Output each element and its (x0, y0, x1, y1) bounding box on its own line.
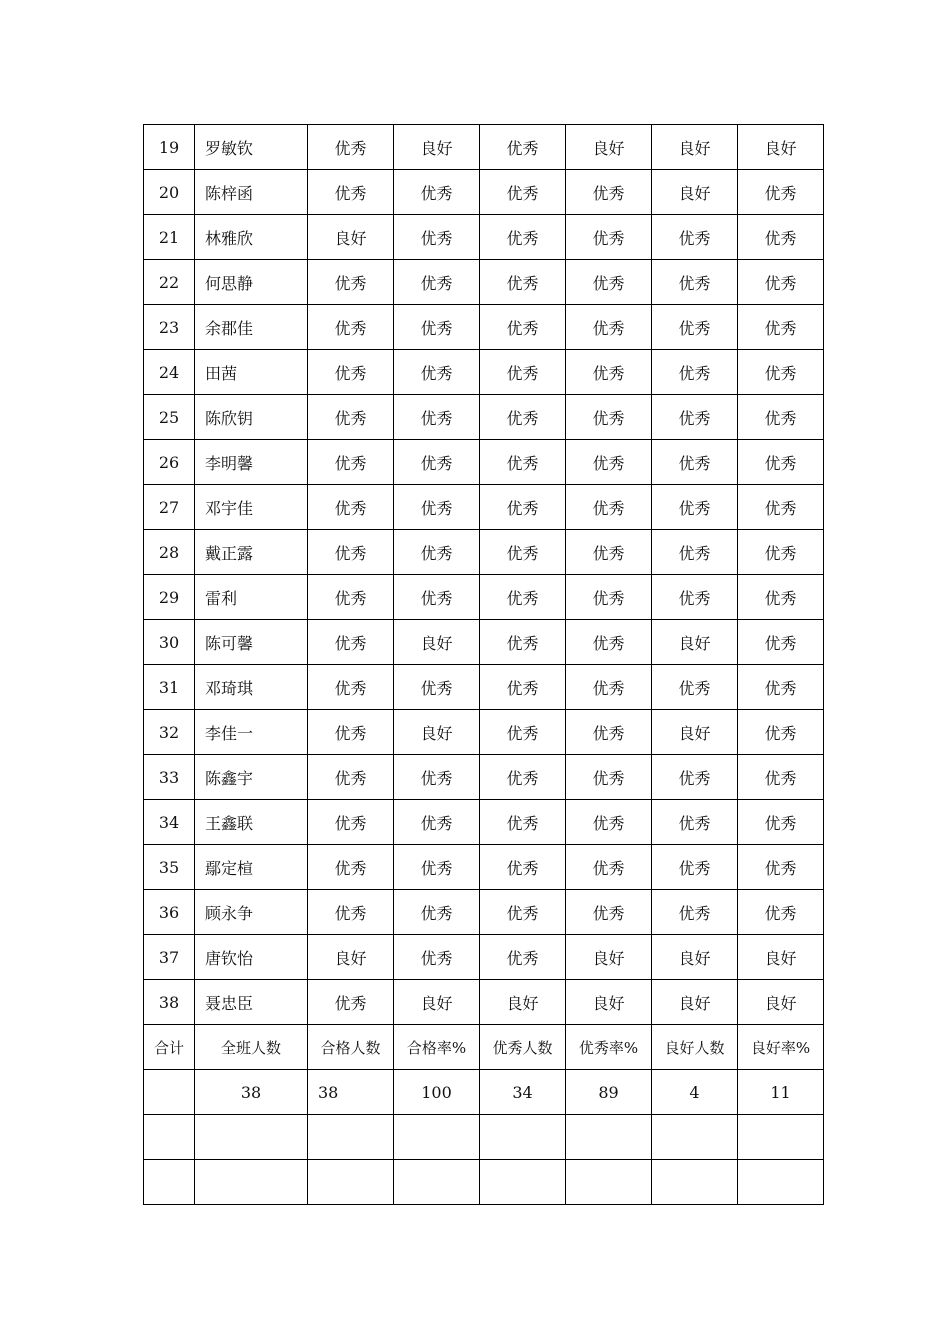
student-number: 28 (144, 530, 195, 575)
grade-cell: 优秀 (480, 485, 566, 530)
table-row (144, 890, 824, 935)
grade-cell: 优秀 (652, 485, 738, 530)
grade-cell: 优秀 (480, 890, 566, 935)
student-number: 35 (144, 845, 195, 890)
grade-cell: 良好 (652, 125, 738, 170)
table-row (144, 440, 824, 485)
blank-cell (394, 1160, 480, 1205)
student-number: 36 (144, 890, 195, 935)
grade-cell: 良好 (652, 620, 738, 665)
student-number: 33 (144, 755, 195, 800)
grade-cell: 优秀 (480, 935, 566, 980)
summary-empty-cell (144, 1070, 195, 1115)
grade-cell: 优秀 (566, 305, 652, 350)
grade-cell: 优秀 (480, 125, 566, 170)
grade-cell: 优秀 (738, 575, 824, 620)
summary-values-row (144, 1070, 824, 1115)
student-name: 陈欣钥 (195, 395, 308, 440)
student-name: 田茜 (195, 350, 308, 395)
grade-cell: 优秀 (738, 485, 824, 530)
table-row (144, 530, 824, 575)
grade-cell: 优秀 (652, 350, 738, 395)
grade-cell: 优秀 (652, 575, 738, 620)
grade-cell: 优秀 (738, 845, 824, 890)
grade-cell: 良好 (394, 125, 480, 170)
blank-cell (394, 1115, 480, 1160)
grade-cell: 良好 (308, 935, 394, 980)
grade-cell: 优秀 (308, 440, 394, 485)
grade-cell: 优秀 (480, 260, 566, 305)
student-name: 戴正露 (195, 530, 308, 575)
grade-cell: 良好 (652, 170, 738, 215)
value-pass-rate: 100 (394, 1070, 480, 1115)
table-row (144, 215, 824, 260)
table-row (144, 980, 824, 1025)
blank-cell (308, 1115, 394, 1160)
student-number: 19 (144, 125, 195, 170)
grade-cell: 优秀 (308, 260, 394, 305)
table-row (144, 620, 824, 665)
header-good-rate: 良好率% (738, 1025, 824, 1070)
student-name: 陈可馨 (195, 620, 308, 665)
grade-cell: 优秀 (394, 755, 480, 800)
table-row (144, 575, 824, 620)
grade-cell: 良好 (738, 935, 824, 980)
grade-cell: 优秀 (652, 665, 738, 710)
student-name: 雷利 (195, 575, 308, 620)
grade-cell: 优秀 (738, 350, 824, 395)
grade-cell: 优秀 (652, 215, 738, 260)
grade-cell: 优秀 (738, 755, 824, 800)
header-excellent-rate: 优秀率% (566, 1025, 652, 1070)
student-number: 30 (144, 620, 195, 665)
blank-cell (652, 1160, 738, 1205)
grade-cell: 良好 (652, 935, 738, 980)
table-row (144, 350, 824, 395)
student-number: 26 (144, 440, 195, 485)
grade-cell: 优秀 (652, 530, 738, 575)
student-name: 聂忠臣 (195, 980, 308, 1025)
student-number: 32 (144, 710, 195, 755)
grade-cell: 优秀 (394, 845, 480, 890)
table-row (144, 305, 824, 350)
blank-cell (195, 1160, 308, 1205)
grade-cell: 优秀 (308, 755, 394, 800)
grade-cell: 良好 (652, 980, 738, 1025)
grade-cell: 优秀 (566, 800, 652, 845)
grade-cell: 优秀 (566, 890, 652, 935)
grade-cell: 优秀 (738, 260, 824, 305)
student-number: 31 (144, 665, 195, 710)
student-number: 21 (144, 215, 195, 260)
table-row (144, 710, 824, 755)
grade-cell: 优秀 (652, 845, 738, 890)
grade-cell: 优秀 (480, 800, 566, 845)
grade-cell: 优秀 (394, 215, 480, 260)
grade-cell: 优秀 (308, 485, 394, 530)
grade-cell: 良好 (566, 935, 652, 980)
value-excellent-rate: 89 (566, 1070, 652, 1115)
grade-cell: 优秀 (480, 575, 566, 620)
grade-cell: 优秀 (652, 890, 738, 935)
table-row (144, 665, 824, 710)
grade-cell: 优秀 (394, 440, 480, 485)
table-row (144, 800, 824, 845)
student-number: 20 (144, 170, 195, 215)
student-rows (144, 125, 824, 1025)
blank-row (144, 1115, 824, 1160)
student-name: 顾永争 (195, 890, 308, 935)
summary-label: 合计 (144, 1025, 195, 1070)
grade-cell: 良好 (738, 980, 824, 1025)
grade-cell: 优秀 (394, 530, 480, 575)
grade-cell: 优秀 (308, 620, 394, 665)
grade-cell: 优秀 (308, 395, 394, 440)
student-number: 27 (144, 485, 195, 530)
grade-cell: 优秀 (738, 215, 824, 260)
table-row (144, 395, 824, 440)
grade-cell: 优秀 (480, 755, 566, 800)
grade-cell: 优秀 (738, 665, 824, 710)
value-pass-count: 38 (308, 1070, 394, 1115)
grade-cell: 良好 (394, 980, 480, 1025)
grade-cell: 优秀 (308, 350, 394, 395)
grade-cell: 优秀 (308, 710, 394, 755)
grade-cell: 优秀 (308, 800, 394, 845)
student-name: 余郡佳 (195, 305, 308, 350)
table-row (144, 845, 824, 890)
blank-cell (480, 1115, 566, 1160)
grade-cell: 优秀 (480, 530, 566, 575)
grade-cell: 优秀 (394, 575, 480, 620)
grade-cell: 优秀 (652, 800, 738, 845)
student-name: 鄢定楦 (195, 845, 308, 890)
student-number: 23 (144, 305, 195, 350)
blank-row (144, 1160, 824, 1205)
blank-cell (738, 1115, 824, 1160)
grade-cell: 良好 (738, 125, 824, 170)
grade-cell: 优秀 (480, 350, 566, 395)
header-pass-count: 合格人数 (308, 1025, 394, 1070)
student-number: 25 (144, 395, 195, 440)
grade-cell: 优秀 (566, 485, 652, 530)
grade-cell: 优秀 (652, 755, 738, 800)
table-row (144, 260, 824, 305)
student-number: 29 (144, 575, 195, 620)
grade-cell: 良好 (308, 215, 394, 260)
grade-cell: 优秀 (566, 845, 652, 890)
grade-cell: 优秀 (480, 395, 566, 440)
blank-cell (308, 1160, 394, 1205)
student-number: 38 (144, 980, 195, 1025)
grade-cell: 优秀 (308, 845, 394, 890)
value-good-count: 4 (652, 1070, 738, 1115)
grade-cell: 优秀 (738, 710, 824, 755)
summary-header-row (144, 1025, 824, 1070)
grade-cell: 优秀 (308, 980, 394, 1025)
student-name: 何思静 (195, 260, 308, 305)
grade-cell: 良好 (394, 620, 480, 665)
grade-cell: 优秀 (480, 665, 566, 710)
student-name: 林雅欣 (195, 215, 308, 260)
grade-cell: 优秀 (566, 440, 652, 485)
grade-cell: 良好 (480, 980, 566, 1025)
grade-cell: 优秀 (480, 845, 566, 890)
student-name: 李佳一 (195, 710, 308, 755)
grade-cell: 优秀 (480, 215, 566, 260)
grade-cell: 优秀 (566, 395, 652, 440)
grade-cell: 优秀 (566, 710, 652, 755)
grade-cell: 优秀 (738, 305, 824, 350)
blank-cell (195, 1115, 308, 1160)
header-excellent-count: 优秀人数 (480, 1025, 566, 1070)
blank-cell (566, 1115, 652, 1160)
grade-cell: 优秀 (480, 620, 566, 665)
grade-cell: 优秀 (566, 260, 652, 305)
grade-cell: 良好 (652, 710, 738, 755)
student-name: 邓宇佳 (195, 485, 308, 530)
grade-cell: 优秀 (394, 890, 480, 935)
grade-cell: 优秀 (308, 890, 394, 935)
grade-cell: 优秀 (308, 305, 394, 350)
grade-cell: 优秀 (566, 215, 652, 260)
blank-rows (144, 1115, 824, 1205)
grade-cell: 优秀 (738, 620, 824, 665)
header-pass-rate: 合格率% (394, 1025, 480, 1070)
grade-cell: 优秀 (308, 125, 394, 170)
blank-cell (480, 1160, 566, 1205)
value-good-rate: 11 (738, 1070, 824, 1115)
grade-cell: 优秀 (566, 170, 652, 215)
grade-cell: 优秀 (652, 260, 738, 305)
grade-cell: 良好 (394, 710, 480, 755)
student-name: 李明馨 (195, 440, 308, 485)
student-name: 王鑫联 (195, 800, 308, 845)
grade-cell: 优秀 (566, 755, 652, 800)
blank-cell (738, 1160, 824, 1205)
blank-cell (144, 1115, 195, 1160)
grade-cell: 优秀 (480, 710, 566, 755)
grade-cell: 优秀 (566, 665, 652, 710)
student-name: 罗敏钦 (195, 125, 308, 170)
table-row (144, 755, 824, 800)
grade-cell: 优秀 (308, 575, 394, 620)
grade-cell: 良好 (566, 125, 652, 170)
grade-cell: 优秀 (566, 350, 652, 395)
header-class-total: 全班人数 (195, 1025, 308, 1070)
grade-cell: 优秀 (652, 395, 738, 440)
grade-cell: 优秀 (566, 530, 652, 575)
grade-cell: 优秀 (652, 305, 738, 350)
header-good-count: 良好人数 (652, 1025, 738, 1070)
grade-cell: 优秀 (480, 170, 566, 215)
grade-cell: 优秀 (394, 665, 480, 710)
grade-cell: 优秀 (308, 665, 394, 710)
grade-cell: 优秀 (480, 305, 566, 350)
grade-cell: 优秀 (480, 440, 566, 485)
grade-cell: 优秀 (394, 170, 480, 215)
student-number: 22 (144, 260, 195, 305)
student-name: 唐钦怡 (195, 935, 308, 980)
grade-table (143, 124, 824, 1205)
table-row (144, 170, 824, 215)
student-number: 37 (144, 935, 195, 980)
student-name: 陈鑫宇 (195, 755, 308, 800)
grade-cell: 优秀 (738, 800, 824, 845)
grade-cell: 优秀 (394, 305, 480, 350)
grade-cell: 优秀 (308, 170, 394, 215)
student-number: 24 (144, 350, 195, 395)
grade-cell: 优秀 (394, 485, 480, 530)
summary-section (144, 1025, 824, 1115)
blank-cell (566, 1160, 652, 1205)
blank-cell (144, 1160, 195, 1205)
grade-cell: 优秀 (394, 395, 480, 440)
grade-sheet (143, 124, 823, 1205)
grade-cell: 优秀 (566, 620, 652, 665)
grade-cell: 优秀 (394, 800, 480, 845)
student-number: 34 (144, 800, 195, 845)
grade-cell: 优秀 (738, 530, 824, 575)
value-excellent-count: 34 (480, 1070, 566, 1115)
grade-cell: 优秀 (394, 260, 480, 305)
grade-cell: 优秀 (738, 395, 824, 440)
table-row (144, 935, 824, 980)
value-class-total: 38 (195, 1070, 308, 1115)
student-name: 邓琦琪 (195, 665, 308, 710)
student-name: 陈梓函 (195, 170, 308, 215)
grade-cell: 优秀 (394, 935, 480, 980)
blank-cell (652, 1115, 738, 1160)
grade-cell: 优秀 (738, 170, 824, 215)
grade-cell: 优秀 (738, 440, 824, 485)
grade-cell: 优秀 (394, 350, 480, 395)
table-row (144, 125, 824, 170)
grade-cell: 优秀 (652, 440, 738, 485)
grade-cell: 优秀 (738, 890, 824, 935)
table-row (144, 485, 824, 530)
grade-cell: 优秀 (566, 575, 652, 620)
grade-cell: 良好 (566, 980, 652, 1025)
grade-cell: 优秀 (308, 530, 394, 575)
